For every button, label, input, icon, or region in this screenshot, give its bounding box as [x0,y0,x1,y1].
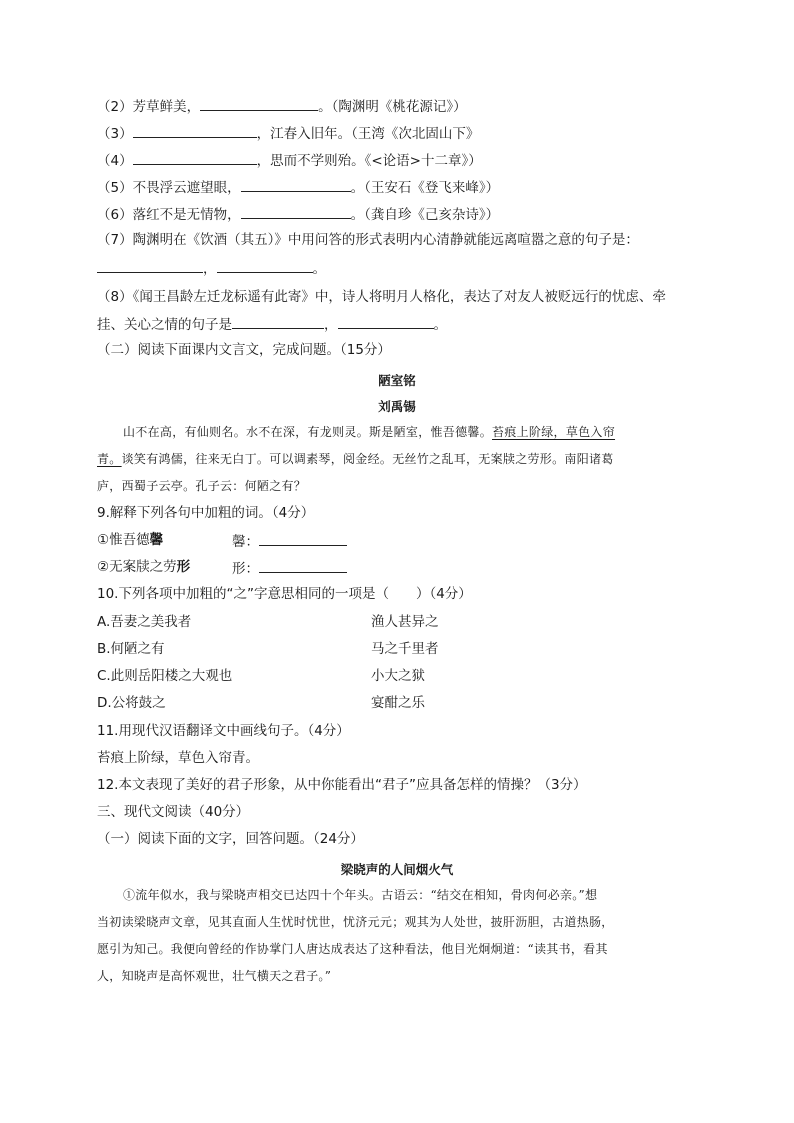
bold-word: 形 [176,559,191,575]
q10-option-b-compare: 马之千里者 [371,641,439,657]
passage-title: 陋室铭 [378,373,416,388]
fill-blank-q8-line1 [97,288,666,306]
q2-prefix: （2）芳草鲜美， [97,99,201,115]
q10-stem: 10.下列各项中加粗的“之”字意思相同的一项是（ ）（4分） [97,586,472,602]
q9-item-1 [97,531,163,549]
q6-suffix: 。（龚自珍《己亥杂诗》） [350,207,500,223]
q5-prefix: （5）不畏浮云遮望眼， [97,180,241,196]
fill-blank-q6 [97,204,499,224]
q4-suffix: ，思而不学则殆。《<论语>十二章》） [256,153,482,169]
answer-blank[interactable] [259,558,347,573]
answer-blank[interactable] [133,123,257,138]
q9-stem: 9.解释下列各句中加粗的词。（4分） [97,505,315,521]
section3-heading: 三、现代文阅读（40分） [97,804,250,820]
passage-text: 山不在高，有仙则名。水不在深，有龙则灵。斯是陋室，惟吾德馨。 [123,425,493,439]
q10-option-d-compare: 宴酣之乐 [371,695,425,711]
essay-line-3: 愿引为知己。我便向曾经的作协掌门人唐达成表达了这种看法，他目光炯炯道：“读其书，看其 [97,942,608,956]
answer-blank[interactable] [241,177,351,192]
underlined-sentence: 苔痕上阶绿，草色入帘 [492,425,616,439]
q10-option-c: C.此则岳阳楼之大观也 [97,668,233,684]
fill-blank-q4 [97,150,482,170]
essay-line-2: 当初读梁晓声文章，见其直面人生忧时忧世，忧济元元；观其为人处世，披肝沥胆，古道热肠， [97,915,614,929]
q10-option-a-compare: 渔人甚异之 [371,614,439,630]
q9-item-2 [97,558,190,576]
q10-option-c-compare: 小大之狱 [371,668,425,684]
q5-suffix: 。（王安石《登飞来峰》） [350,180,500,196]
q9-answer-label: 馨： [232,534,259,550]
answer-blank[interactable] [217,258,313,273]
fill-blank-q2 [97,96,467,116]
q7-sep: ， [203,261,217,277]
fill-blank-q8-line2 [97,314,447,334]
q9-answer-2 [232,558,347,578]
fill-blank-q7 [97,231,639,249]
essay-line-4: 人，知晓声是高怀观世，壮气横天之君子。” [97,969,332,983]
answer-blank[interactable] [259,531,347,546]
q8-text: （8）《闻王昌龄左迁龙标遥有此寄》中，诗人将明月人格化，表达了对友人被贬远行的忧虑、牵 [97,289,666,305]
section3-subheading: （一）阅读下面的文字，回答问题。（24分） [97,831,364,847]
passage-line-1 [123,423,615,441]
essay-line-1: ①流年似水，我与梁晓声相交已达四十个年头。古语云：“结交在相知，骨肉何必亲。”想 [123,888,598,902]
q11-sentence: 苔痕上阶绿，草色入帘青。 [97,750,259,766]
fill-blank-q3 [97,123,479,143]
q9-item-text: ②无案牍之劳 [97,559,177,575]
passage-author: 刘禹锡 [378,399,416,414]
q7-end: 。 [312,261,326,277]
answer-blank[interactable] [232,314,324,329]
q10-option-a: A.吾妻之美我者 [97,614,192,630]
q3-suffix: ，江春入旧年。（王湾《次北固山下》 [256,126,480,142]
passage-line-3: 庐，西蜀子云亭。孔子云：何陋之有？ [97,479,307,493]
answer-blank[interactable] [241,204,351,219]
q9-answer-1 [232,531,347,551]
section2-heading: （二）阅读下面课内文言文，完成问题。（15分） [97,342,391,358]
answer-blank[interactable] [97,258,203,273]
q11-stem: 11.用现代汉语翻译文中画线句子。（4分） [97,723,350,739]
q8-prefix: 挂、关心之情的句子是 [97,317,232,333]
answer-blank[interactable] [200,96,318,111]
q2-suffix: 。（陶渊明《桃花源记》） [318,99,467,115]
q7-text: （7）陶渊明在《饮酒（其五）》中用问答的形式表明内心清静就能远离喧嚣之意的句子是： [97,232,639,248]
q4-prefix: （4） [97,153,133,169]
q8-end: 。 [433,317,447,333]
essay-title: 梁晓声的人间烟火气 [340,862,454,877]
passage-line-2 [97,450,614,468]
fill-blank-q5 [97,177,499,197]
q6-prefix: （6）落红不是无情物， [97,207,241,223]
underlined-sentence: 青。 [97,452,122,466]
q10-option-b: B.何陋之有 [97,641,165,657]
q3-prefix: （3） [97,126,133,142]
q12-stem: 12.本文表现了美好的君子形象，从中你能看出“君子”应具备怎样的情操？（3分） [97,777,587,793]
fill-blank-q7-answers [97,258,326,278]
q10-option-d: D.公将鼓之 [97,695,166,711]
q9-item-text: ①惟吾德 [97,532,150,548]
q9-answer-label: 形： [232,561,259,577]
passage-text: 谈笑有鸿儒，往来无白丁。可以调素琴，阅金经。无丝竹之乱耳，无案牍之劳形。南阳诸葛 [121,452,614,466]
answer-blank[interactable] [338,314,434,329]
q8-sep: ， [324,317,338,333]
answer-blank[interactable] [133,150,257,165]
bold-word: 馨 [149,532,164,548]
